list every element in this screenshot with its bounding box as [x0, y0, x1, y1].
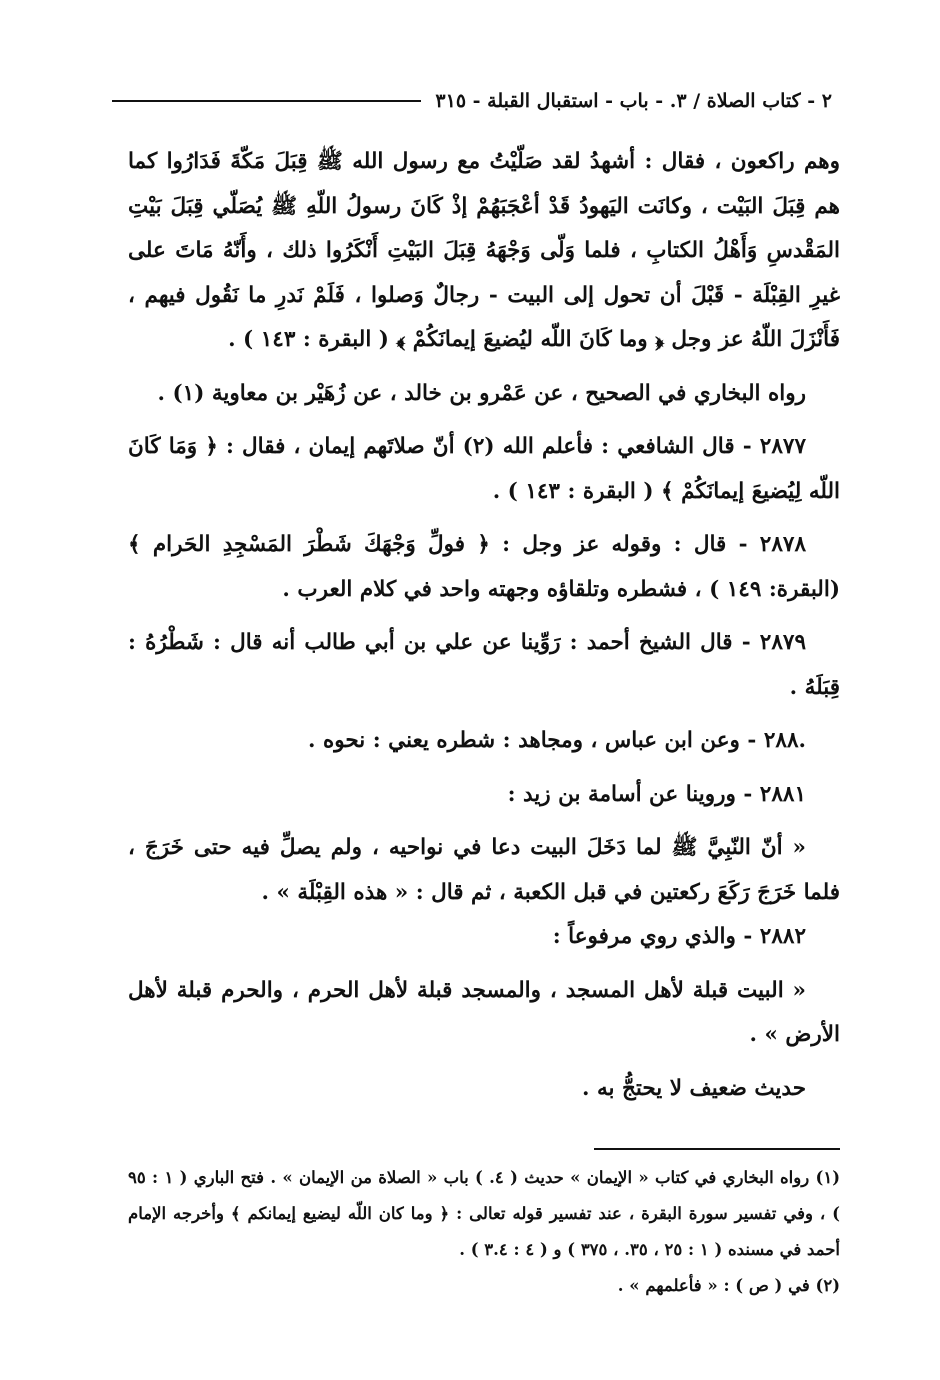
paragraph-2881: ٢٨٨١ - وروينا عن أسامة بن زيد : — [507, 781, 806, 807]
header-rule — [112, 100, 421, 102]
running-title: ٢ - كتاب الصلاة / ٣. - باب - استقبال القبلة - ٣١٥ — [435, 90, 832, 112]
paragraph-2879: ٢٨٧٩ - قال الشيخ أحمد : رَوِّينا عن علي بن أبي طالب أنه قال : شَطْرُهُ : قِبَلَهُ . — [128, 630, 840, 700]
paragraph-bukhari-note: رواه البخاري في الصحيح ، عن عَمْرو بن خالد ، عن زُهَيْر بن معاوية (١) . — [157, 380, 806, 406]
paragraph-continuation: وهم راكعون ، فقال : أشهدُ لقد صَلّيْتُ مع رسول الله ﷺ قِبَلَ مَكّةَ فَدَارُوا كما هم قِبَلَ البَيْت ، وكانَت اليَهودُ قَدْ أعْجَبَهُمْ إذْ كَانَ رسولُ اللّهِ ﷺ يُصَلّي قِبَلَ بَيْتِ المَقْدسِ وَأَهْلُ الكتابِ ، فلما وَلّى وَجْهَهُ قِبَلَ البَيْتِ أَنْكَرُوا ذلك ، وأَنّهُ مَاتَ على غيرِ القِبْلَة - قَبْلَ أن تحول إلى البيت - رجالٌ وَصلوا ، فَلَمْ نَدرِ ما نَقُول فيهم ، فَأَنْزَلَ اللّهُ عز وجل ﴿ وما كَانَ اللّه ليُضيعَ إيمانَكُمْ ﴾ ( البقرة : ١٤٣ ) . — [128, 149, 840, 352]
paragraph-2880: .٢٨٨ - وعن ابن عباس ، ومجاهد : شطره يعني : نحوه . — [308, 728, 806, 753]
paragraph-2882: ٢٨٨٢ - والذي روي مرفوعاً : — [552, 924, 806, 949]
paragraph-hadith-marfu: « البيت قبلة لأهل المسجد ، والمسجد قبلة لأهل الحرم ، والحرم قبلة لأهل الأرض » . — [128, 977, 840, 1047]
running-header — [112, 86, 832, 116]
paragraph-hadith-usama: « أنّ النّبِيَّ ﷺ لما دَخَلَ البيت دعا في نواحيه ، ولم يصلِّ فيه حتى خَرَجَ ، فلما خَرَجَ رَكَعَ ركعتين في قبل الكعبة ، ثم قال : « هذه القِبْلَة » . — [128, 835, 840, 905]
main-text — [128, 140, 840, 1111]
footnote-divider — [594, 1148, 840, 1150]
paragraph-weak-hadith: حديث ضعيف لا يحتجُّ به . — [582, 1075, 806, 1101]
footnote-1: (١) رواه البخاري في كتاب « الإيمان » حديث ( ٤. ) باب « الصلاة من الإيمان » . فتح الباري ( ١ : ٩٥ ) ، وفي تفسير سورة البقرة ، عند تفسير قوله تعالى : ﴿ وما كان اللّه ليضيع إيمانكم ﴾ وأخرجه الإمام أحمد في مسنده ( ١ : ٢٥ ، ٣٥. ، ٣٧٥ ) و ( ٤ : ٣.٤ ) . — [128, 1168, 840, 1259]
paragraph-2877: ٢٨٧٧ - قال الشافعي : فأعلم الله (٢) أنّ صلاتَهم إيمان ، فقال : ﴿ وَمَا كَانَ اللّه لِيُضيعَ إيمانَكُمْ ﴾ ( البقرة : ١٤٣ ) . — [128, 434, 840, 504]
footnote-2: (٢) في ( ص ) : « فأعلمهم » . — [617, 1276, 840, 1295]
paragraph-2878: ٢٨٧٨ - قال : وقوله عز وجل : ﴿ فولِّ وَجْهَكَ شَطْرَ المَسْجِدِ الحَرام ﴾ (البقرة: ١٤٩ ) ، فشطره وتلقاؤه وجهته واحد في كلام العرب . — [128, 532, 840, 602]
footnotes — [128, 1160, 840, 1304]
